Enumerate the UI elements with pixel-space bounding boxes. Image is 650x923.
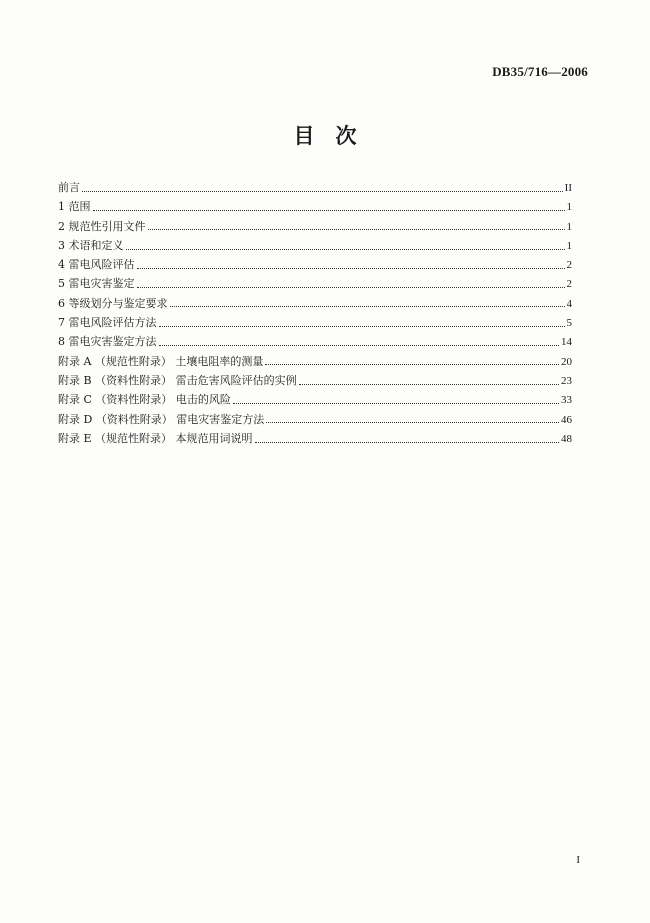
toc-entry-page: 2 bbox=[566, 278, 572, 291]
toc-entry-page: 5 bbox=[566, 317, 572, 330]
toc-entry-risk-assessment-method[interactable] bbox=[58, 313, 572, 332]
toc-entry-page: 46 bbox=[561, 413, 572, 426]
toc-entry-label: 前言 bbox=[58, 181, 80, 194]
dot-leader bbox=[299, 375, 559, 385]
dot-leader bbox=[137, 259, 565, 269]
toc-entry-page: 23 bbox=[561, 374, 572, 387]
toc-entry-scope[interactable] bbox=[58, 197, 572, 216]
toc-entry-terms-definitions[interactable] bbox=[58, 236, 572, 255]
dot-leader bbox=[93, 201, 565, 211]
toc-entry-page: 1 bbox=[566, 239, 572, 252]
toc-entry-page: 4 bbox=[566, 297, 572, 310]
toc-entry-risk-assessment[interactable] bbox=[58, 255, 572, 274]
toc-entry-page: 2 bbox=[566, 259, 572, 272]
toc-entry-grading-requirements[interactable] bbox=[58, 294, 572, 313]
dot-leader bbox=[82, 182, 563, 192]
toc-entry-appendix-b[interactable] bbox=[58, 371, 572, 390]
dot-leader bbox=[265, 355, 559, 365]
toc-entry-page: 48 bbox=[561, 432, 572, 445]
toc-entry-identification-method[interactable] bbox=[58, 332, 572, 351]
toc-entry-normative-references[interactable] bbox=[58, 217, 572, 236]
document-code: DB35/716—2006 bbox=[492, 64, 588, 79]
toc-entry-label: 6 等级划分与鉴定要求 bbox=[58, 296, 168, 310]
dot-leader bbox=[126, 240, 565, 250]
toc-entry-page: 14 bbox=[561, 336, 572, 349]
page-title: 目 次 bbox=[293, 123, 357, 148]
toc-entry-page: 1 bbox=[566, 220, 572, 233]
dot-leader bbox=[170, 297, 565, 307]
dot-leader bbox=[159, 317, 565, 327]
toc-entry-page: 33 bbox=[561, 394, 572, 407]
toc-entry-appendix-d[interactable] bbox=[58, 410, 572, 429]
toc-entry-page: 1 bbox=[566, 201, 572, 214]
toc-entry-page: 20 bbox=[561, 355, 572, 368]
toc-entry-page: II bbox=[564, 182, 572, 194]
table-of-contents bbox=[58, 178, 572, 448]
toc-entry-label: 8 雷电灾害鉴定方法 bbox=[58, 335, 157, 349]
dot-leader bbox=[233, 394, 559, 404]
toc-entry-label: 4 雷电风险评估 bbox=[58, 258, 135, 272]
toc-entry-label: 1 范围 bbox=[58, 200, 91, 214]
toc-entry-appendix-a[interactable] bbox=[58, 352, 572, 371]
toc-entry-disaster-identification[interactable] bbox=[58, 274, 572, 293]
toc-entry-label: 附录 B （资料性附录） 雷击危害风险评估的实例 bbox=[58, 373, 297, 387]
toc-entry-appendix-c[interactable] bbox=[58, 390, 572, 409]
toc-entry-label: 附录 D （资料性附录） 雷电灾害鉴定方法 bbox=[58, 412, 265, 426]
dot-leader bbox=[148, 220, 565, 230]
dot-leader bbox=[159, 336, 560, 346]
dot-leader bbox=[137, 278, 565, 288]
toc-entry-label: 附录 E （规范性附录） 本规范用词说明 bbox=[58, 431, 253, 445]
toc-entry-label: 2 规范性引用文件 bbox=[58, 219, 146, 233]
toc-entry-appendix-e[interactable] bbox=[58, 429, 572, 448]
toc-entry-foreword[interactable] bbox=[58, 178, 572, 197]
toc-entry-label: 5 雷电灾害鉴定 bbox=[58, 277, 135, 291]
page-number: I bbox=[576, 854, 580, 866]
toc-entry-label: 7 雷电风险评估方法 bbox=[58, 316, 157, 330]
toc-entry-label: 3 术语和定义 bbox=[58, 238, 124, 252]
toc-entry-label: 附录 C （资料性附录） 电击的风险 bbox=[58, 393, 231, 407]
toc-entry-label: 附录 A （规范性附录） 土壤电阻率的测量 bbox=[58, 354, 264, 368]
dot-leader bbox=[255, 433, 559, 443]
dot-leader bbox=[266, 413, 559, 423]
